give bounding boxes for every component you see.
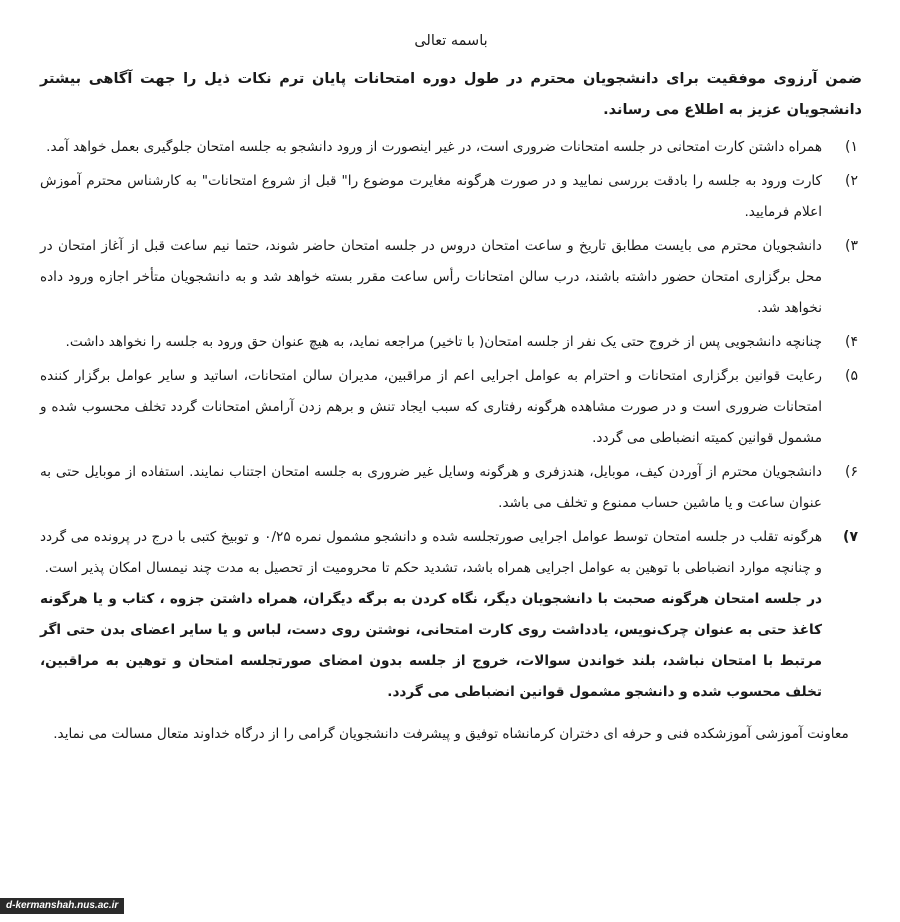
rule-number: ۷) <box>843 529 858 545</box>
rule-text: هرگونه تقلب در جلسه امتحان توسط عوامل اجرایی صورتجلسه شده و دانشجو مشمول نمره ۰/۲۵ و توبیخ کتبی با درج در پرونده می گردد و چنانچه موارد انضباطی با توهین به عوامل اجرایی همراه باشد، تشدید حکم تا محرومیت از تحصیل به مدت چند نیمسال امکان پذیر است. <box>40 529 822 576</box>
rule-item-6 <box>40 457 862 519</box>
rule-item-1 <box>40 132 862 163</box>
rule-text: همراه داشتن کارت امتحانی در جلسه امتحانات ضروری است، در غیر اینصورت از ورود دانشجو به جلسه امتحان جلوگیری بعمل خواهد آمد. <box>46 139 822 155</box>
rule-number: ۵) <box>845 368 858 384</box>
rule-item-7 <box>40 522 862 708</box>
rule-text: رعایت قوانین برگزاری امتحانات و احترام به عوامل اجرایی اعم از مراقبین، مدیران سالن امتحانات، اساتید و سایر عوامل برگزار کننده امتحانات ضروری است و در صورت مشاهده هرگونه رفتاری که سبب ایجاد تنش و برهم زدن آرامش امتحانات گردد تخلف محسوب شده و مشمول قوانین کمیته انضباطی می گردد. <box>40 368 822 446</box>
rule-text-container <box>40 522 822 708</box>
rule-text: کارت ورود به جلسه را بادقت بررسی نمایید و در صورت هرگونه مغایرت موضوع را" قبل از شروع امتحانات" به کارشناس محترم آموزش اعلام فرمایید. <box>40 173 822 220</box>
intro-paragraph: ضمن آرزوی موفقیت برای دانشجویان محترم در طول دوره امتحانات پایان ترم نکات ذیل را جهت آگاهی بیشتر دانشجویان عزیز به اطلاع می رساند. <box>40 71 862 118</box>
rule-number: ۳) <box>845 238 858 254</box>
rule-text: چنانچه دانشجویی پس از خروج حتی یک نفر از جلسه امتحان( با تاخیر) مراجعه نماید، به هیچ عنوان حق ورود به جلسه را نخواهد داشت. <box>65 334 822 350</box>
site-watermark: d-kermanshah.nus.ac.ir <box>0 898 124 914</box>
rule-text: دانشجویان محترم از آوردن کیف، موبایل، هندزفری و هرگونه وسایل غیر ضروری به جلسه امتحان اجتناب نمایند. استفاده از موبایل حتی به عنوان ساعت و یا ماشین حساب ممنوع و تخلف می باشد. <box>40 464 822 511</box>
rule-number: ۱) <box>845 139 858 155</box>
closing-paragraph: معاونت آموزشی آموزشکده فنی و حرفه ای دختران کرمانشاه توفیق و پیشرفت دانشجویان گرامی را از درگاه خداوند متعال مسالت می نماید. <box>53 726 849 742</box>
rule-number: ۴) <box>845 334 858 350</box>
rule-text: دانشجویان محترم می بایست مطابق تاریخ و ساعت امتحان دروس در جلسه امتحان حاضر شوند، حتما نیم ساعت قبل از آغاز امتحان در محل برگزاری امتحان حضور داشته باشند، درب سالن امتحانات رأس ساعت مقرر بسته خواهد شد و به دانشجویان متأخر اجازه ورود داده نخواهد شد. <box>40 238 822 316</box>
rule-text-bold: در جلسه امتحان هرگونه صحبت با دانشجویان دیگر، نگاه کردن به برگه دیگران، همراه داشتن جزوه ، کتاب و یا هرگونه کاغذ حتی به عنوان چرک‌نویس، یادداشت روی کارت امتحانی، نوشتن روی دست، لباس و یا سایر اعضای بدن حتی اگر مرتبط با امتحان نباشد، بلند خواندن سوالات، خروج از جلسه بدون امضای صورتجلسه امتحان و توهین به مراقبین، تخلف محسوب شده و دانشجو مشمول قوانین انضباطی می گردد. <box>40 591 822 700</box>
rule-number: ۲) <box>845 173 858 189</box>
rule-item-2 <box>40 166 862 228</box>
document-heading: باسمه تعالی <box>414 33 488 49</box>
rule-item-4 <box>40 327 862 358</box>
rule-item-5 <box>40 361 862 454</box>
rules-list <box>40 132 862 708</box>
rule-item-3 <box>40 231 862 324</box>
rule-number: ۶) <box>845 464 858 480</box>
